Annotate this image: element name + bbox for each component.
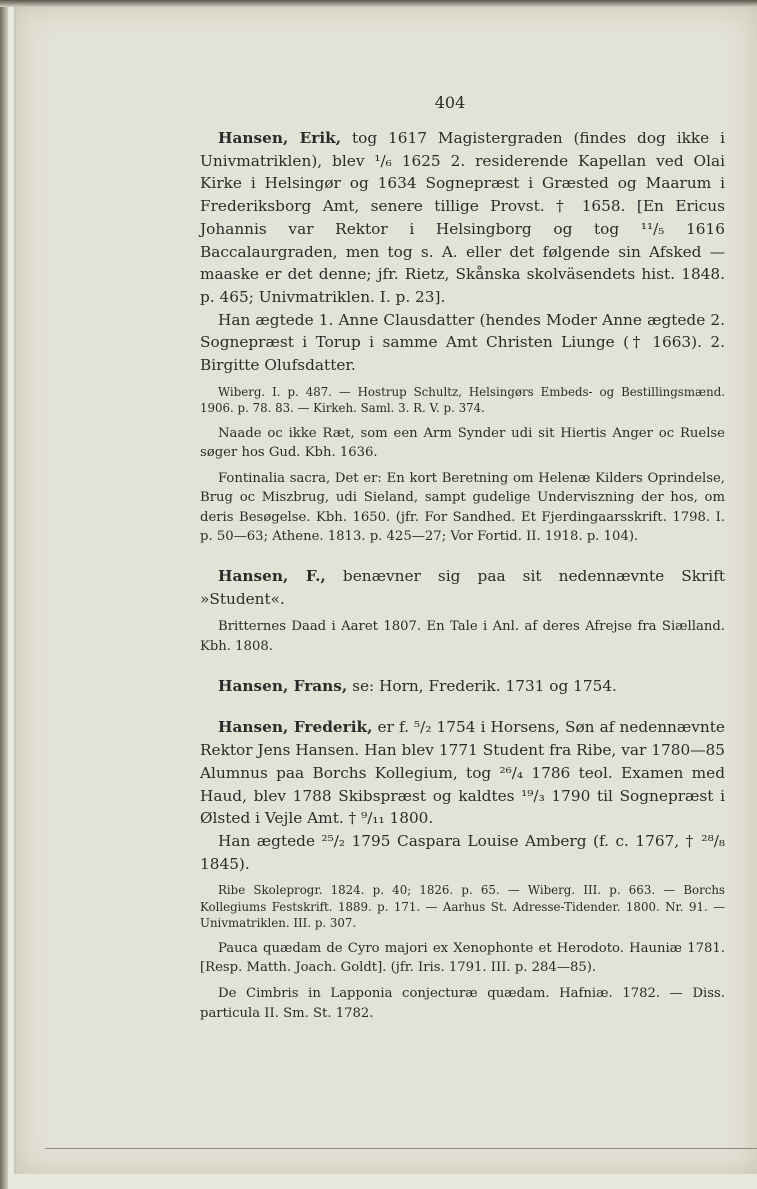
entry-biography <box>200 565 725 610</box>
entry-sources: Ribe Skoleprogr. 1824. p. 40; 1826. p. 65. — Wiberg. III. p. 663. — Borchs Kollegiums Festskrift. 1889. p. 171. — Aarhus St. Adresse-Tidender. 1800. Nr. 91. — Univmatriklen. III. p. 307. <box>200 883 725 931</box>
entry-marriage: Han ægtede ²⁵/₂ 1795 Caspara Louise Amberg (f. c. 1767, † ²⁸/₈ 1845). <box>200 831 725 873</box>
entry-name: Hansen, Frans, <box>218 676 348 695</box>
book-spine-edge <box>0 0 8 1189</box>
entry-text: er f. ⁵/₂ 1754 i Horsens, Søn af nedennævnte Rektor Jens Hansen. Han blev 1771 Student fra Ribe, var 1780—85 Alumnus paa Borchs Kollegium, tog ²⁶/₄ 1786 teol. Examen med Haud, blev 1788 Skibspræst og kaldtes ¹⁹/₃ 1790 til Sognepræst i Ølsted i Vejle Amt. † ⁹/₁₁ 1800. <box>200 718 725 828</box>
entry-hansen-frederik <box>200 716 725 1022</box>
entry-text: se: Horn, Frederik. 1731 og 1754. <box>347 676 617 695</box>
entry-hansen-erik <box>200 127 725 546</box>
entry-text: tog 1617 Magistergraden (findes dog ikke i Univmatriklen), blev ¹/₆ 1625 2. residerende Kapellan ved Olai Kirke i Helsingør og 1634 Sognepræst i Græsted og Maarum i Frederiksborg Amt, senere tillige Provst. † 1658. [En Ericus Johannis var Rektor i Helsingborg og tog ¹¹/₅ 1616 Baccalaurgraden, men tog s. A. eller det følgende sin Afsked — maaske er det denne; jfr. Rietz, Skånska skolväsendets hist. 1848. p. 465; Univmatriklen. I. p. 23]. <box>200 129 725 306</box>
entry-work: Britternes Daad i Aaret 1807. En Tale i Anl. af deres Afrejse fra Siælland. Kbh. 1808. <box>200 619 725 654</box>
entry-biography <box>200 127 725 309</box>
entry-biography <box>200 675 725 698</box>
page-bottom-edge <box>45 1148 757 1149</box>
top-edge <box>0 0 757 7</box>
entry-work: De Cimbris in Lapponia conjecturæ quædam. Hafniæ. 1782. — Diss. particula II. Sm. St. 1782. <box>200 986 725 1021</box>
entry-hansen-frans <box>200 675 725 698</box>
entry-work: Fontinalia sacra, Det er: En kort Beretning om Helenæ Kilders Oprindelse, Brug oc Miszbrug, udi Sieland, sampt gudelige Underviszning der hos, om deris Besøgelse. Kbh. 1650. (jfr. For Sandhed. Et Fjerdingaarsskrift. 1798. I. p. 50—63; Athene. 1813. p. 425—27; Vor Fortid. II. 1918. p. 104). <box>200 471 725 544</box>
entry-text: benævner sig paa sit nedennævnte Skrift »Student«. <box>200 566 726 608</box>
entry-name: Hansen, Frederik, <box>218 718 373 737</box>
entry-work: Naade oc ikke Ræt, som een Arm Synder udi sit Hiertis Anger oc Ruelse søger hos Gud. Kbh. 1636. <box>200 425 725 460</box>
entry-name: Hansen, Erik, <box>218 129 342 147</box>
entry-hansen-f <box>200 565 725 656</box>
entry-biography <box>200 716 725 830</box>
entry-marriage: Han ægtede 1. Anne Clausdatter (hendes Moder Anne ægtede 2. Sognepræst i Torup i samme Amt Christen Liunge († 1663). 2. Birgitte Olufsdatter. <box>200 310 725 375</box>
page-number: 404 <box>434 93 466 112</box>
page-content <box>200 127 725 1023</box>
entry-sources: Wiberg. I. p. 487. — Hostrup Schultz, Helsingørs Embeds- og Bestillingsmænd. 1906. p. 78. 83. — Kirkeh. Saml. 3. R. V. p. 374. <box>200 384 725 416</box>
entry-work: Pauca quædam de Cyro majori ex Xenophonte et Herodoto. Hauniæ 1781. [Resp. Matth. Joach. Goldt]. (jfr. Iris. 1791. III. p. 284—85). <box>200 940 725 976</box>
entry-name: Hansen, F., <box>218 566 326 585</box>
